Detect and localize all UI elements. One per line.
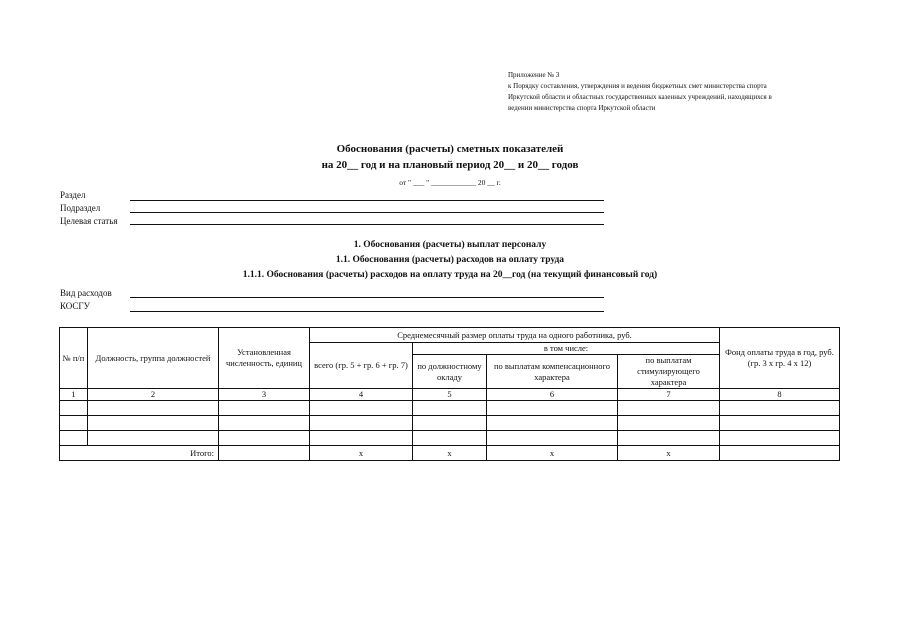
table-row	[60, 431, 840, 446]
field-line-kosgu[interactable]	[130, 311, 604, 312]
table-cell[interactable]	[88, 416, 219, 431]
table-cell[interactable]	[310, 431, 413, 446]
table-cell[interactable]	[413, 416, 487, 431]
total-x: х	[413, 446, 487, 461]
total-count[interactable]	[219, 446, 310, 461]
table-row	[60, 416, 840, 431]
field-line-podrazdel[interactable]	[130, 212, 604, 213]
header-avg-salary: Среднемесячный размер оплаты труда на одного работника, руб.	[310, 328, 720, 343]
column-number: 8	[720, 389, 840, 401]
table-cell[interactable]	[413, 431, 487, 446]
table-cell[interactable]	[219, 401, 310, 416]
column-number: 4	[310, 389, 413, 401]
table-cell[interactable]	[487, 431, 618, 446]
field-line-razdel[interactable]	[130, 200, 604, 201]
header-count: Установленная численность, единиц	[219, 328, 310, 389]
field-label-celevaya: Целевая статья	[60, 216, 118, 226]
table-cell[interactable]	[60, 416, 88, 431]
column-number: 7	[618, 389, 720, 401]
table-cell[interactable]	[60, 401, 88, 416]
header-position: Должность, группа должностей	[88, 328, 219, 389]
field-label-kosgu: КОСГУ	[60, 301, 90, 311]
table-cell[interactable]	[219, 431, 310, 446]
column-number: 3	[219, 389, 310, 401]
date-line: от " ___ " ____________ 20 __ г.	[399, 178, 501, 187]
appendix-line: Иркутской области и областных государственных казенных учреждений, находящихся в	[508, 93, 772, 101]
header-stimulating: по выплатам стимулирующего характера	[618, 355, 720, 389]
document-title: Обоснования (расчеты) сметных показателей	[336, 143, 564, 155]
section-heading-1-1: 1.1. Обоснования (расчеты) расходов на оплату труда	[335, 255, 565, 265]
total-row	[60, 446, 840, 461]
field-line-vid-rashodov[interactable]	[130, 297, 604, 298]
header-total-calc: всего (гр. 5 + гр. 6 + гр. 7)	[310, 343, 413, 389]
appendix-line: ведении министерства спорта Иркутской области	[508, 104, 656, 112]
document-subtitle: на 20__ год и на плановый период 20__ и 20__ годов	[321, 159, 579, 171]
table-cell[interactable]	[618, 401, 720, 416]
table-cell[interactable]	[88, 401, 219, 416]
section-heading-1-1-1: 1.1.1. Обоснования (расчеты) расходов на оплату труда на 20__год (на текущий финансовый год)	[242, 270, 658, 280]
appendix-line: к Порядку составления, утверждения и ведения бюджетных смет министерства спорта	[508, 82, 767, 90]
column-number: 1	[60, 389, 88, 401]
table-cell[interactable]	[720, 401, 840, 416]
field-label-podrazdel: Подраздел	[60, 203, 101, 213]
section-heading-1: 1. Обоснования (расчеты) выплат персоналу	[353, 240, 547, 250]
table-cell[interactable]	[618, 416, 720, 431]
table-cell[interactable]	[487, 401, 618, 416]
field-line-celevaya[interactable]	[130, 224, 604, 225]
field-label-vid-rashodov: Вид расходов	[60, 288, 112, 298]
total-label: Итого:	[60, 446, 219, 461]
appendix-line: Приложение № 3	[508, 71, 560, 79]
table-cell[interactable]	[310, 416, 413, 431]
total-x: х	[487, 446, 618, 461]
total-fund[interactable]	[720, 446, 840, 461]
payroll-table	[59, 327, 840, 461]
column-number: 6	[487, 389, 618, 401]
total-x: х	[618, 446, 720, 461]
table-cell[interactable]	[618, 431, 720, 446]
header-num: № п/п	[60, 328, 88, 389]
column-number: 5	[413, 389, 487, 401]
total-x: х	[310, 446, 413, 461]
header-fund: Фонд оплаты труда в год, руб. (гр. 3 х гр. 4 х 12)	[720, 328, 840, 389]
table-cell[interactable]	[720, 416, 840, 431]
header-compensation: по выплатам компенсационного характера	[487, 355, 618, 389]
header-salary: по должностному окладу	[413, 355, 487, 389]
table-row	[60, 401, 840, 416]
column-number-row	[60, 389, 840, 401]
table-cell[interactable]	[310, 401, 413, 416]
table-cell[interactable]	[88, 431, 219, 446]
appendix-note	[508, 70, 848, 114]
table-cell[interactable]	[219, 416, 310, 431]
table-cell[interactable]	[60, 431, 88, 446]
table-cell[interactable]	[413, 401, 487, 416]
table-cell[interactable]	[720, 431, 840, 446]
table-cell[interactable]	[487, 416, 618, 431]
header-including: в том числе:	[413, 343, 720, 355]
field-label-razdel: Раздел	[60, 190, 86, 200]
column-number: 2	[88, 389, 219, 401]
